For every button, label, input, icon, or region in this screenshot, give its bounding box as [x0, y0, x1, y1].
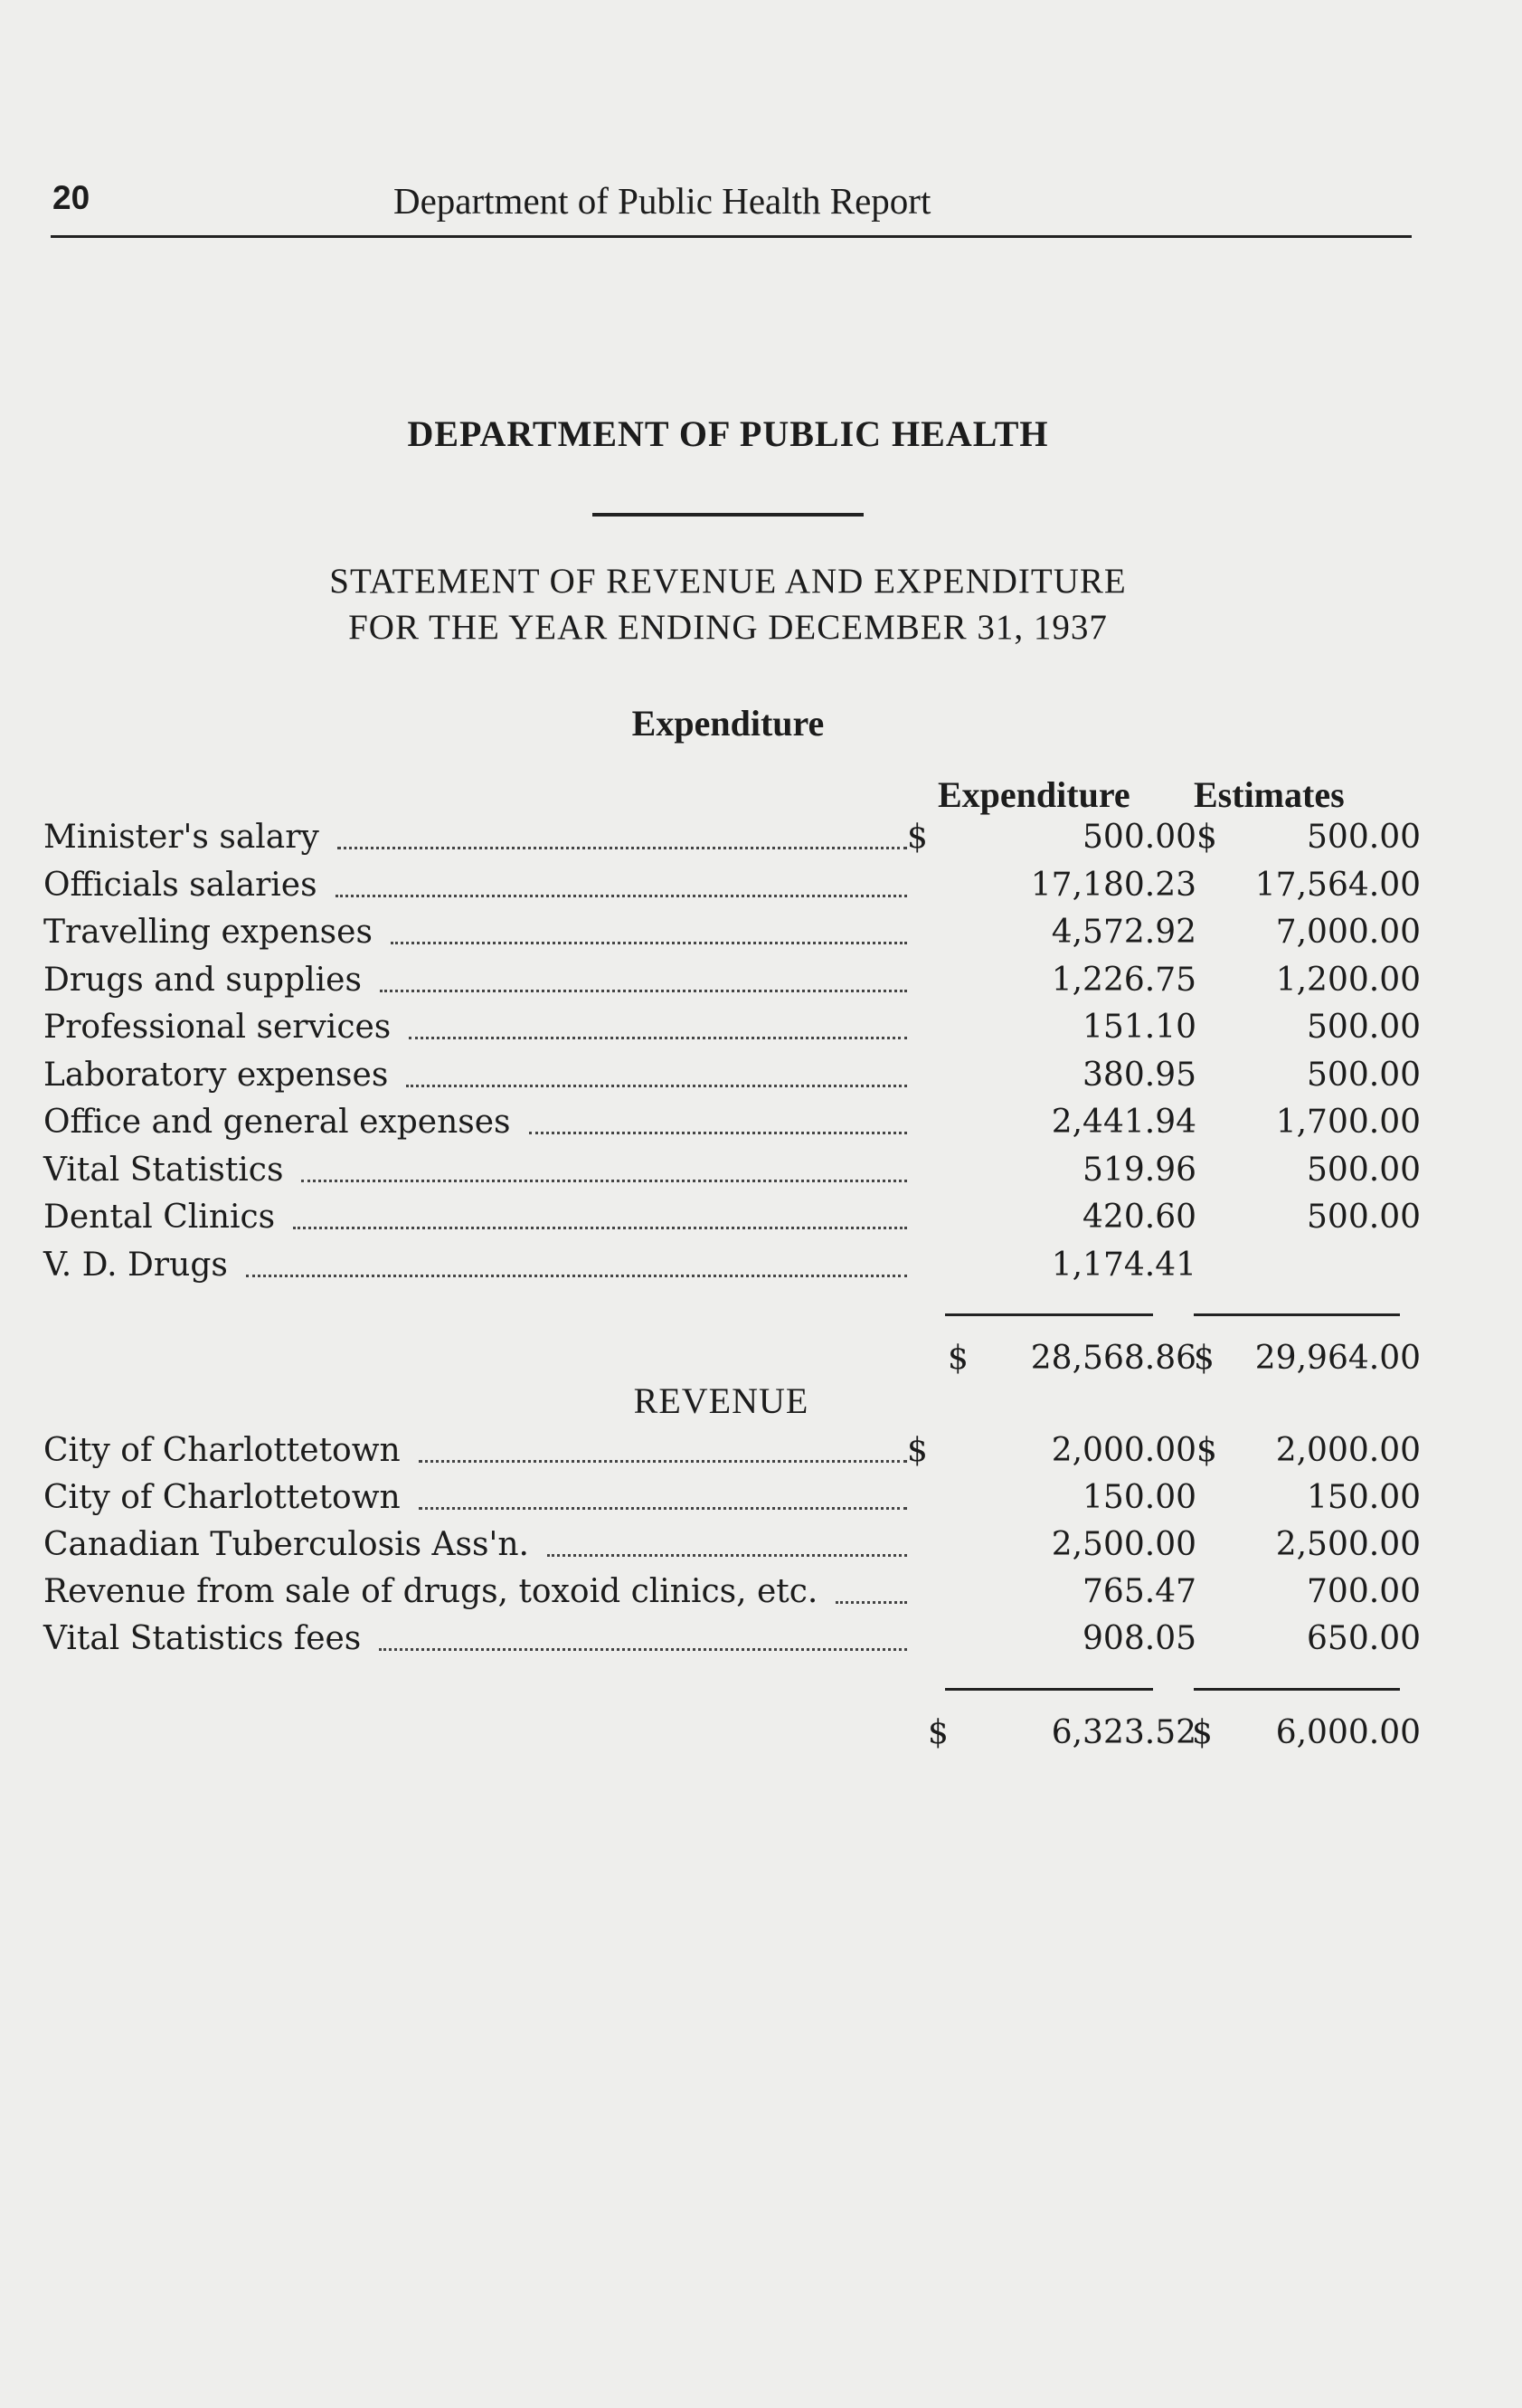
- row-label: Canadian Tuberculosis Ass'n.: [43, 1526, 529, 1563]
- expenditure-row: [43, 1147, 1421, 1194]
- dot-leader: [419, 1507, 907, 1510]
- total-dollar-sign: $: [928, 1714, 949, 1751]
- statement-line-2: FOR THE YEAR ENDING DECEMBER 31, 1937: [348, 608, 1108, 647]
- expenditure-row: [43, 957, 1421, 1004]
- row-label: City of Charlottetown: [43, 1479, 401, 1516]
- running-title: Department of Public Health Report: [393, 180, 931, 222]
- expenditure-row: [43, 1052, 1421, 1099]
- row-label: Revenue from sale of drugs, toxoid clinics, etc.: [43, 1573, 818, 1610]
- row-label: Office and general expenses: [43, 1104, 511, 1141]
- expenditure-value: 1,226.75: [1051, 961, 1196, 999]
- row-label: Vital Statistics fees: [43, 1620, 362, 1657]
- title-underline: [592, 513, 864, 517]
- expenditure-row: [43, 1099, 1421, 1146]
- dot-leader: [301, 1180, 907, 1182]
- revenue-total-expenditure: 6,323.52: [1051, 1714, 1196, 1751]
- dot-leader: [406, 1085, 907, 1087]
- expenditure-sum-rule-estimates: [1194, 1313, 1400, 1316]
- estimates-value: 500.00: [1307, 1009, 1421, 1046]
- header-rule: [51, 235, 1412, 238]
- row-label: Officials salaries: [43, 866, 317, 904]
- dot-leader: [391, 942, 907, 944]
- expenditure-value: 2,441.94: [1051, 1104, 1196, 1141]
- estimates-value: 500.00: [1307, 819, 1421, 856]
- estimates-value: 700.00: [1307, 1573, 1421, 1610]
- row-label: Vital Statistics: [43, 1151, 284, 1189]
- total-dollar-sign: $: [1192, 1714, 1213, 1751]
- dollar-sign: $: [907, 819, 928, 856]
- dot-leader: [547, 1554, 907, 1557]
- estimates-value: 650.00: [1307, 1620, 1421, 1657]
- revenue-total-estimates: 6,000.00: [1275, 1714, 1421, 1751]
- expenditure-value: 765.47: [1082, 1573, 1196, 1610]
- revenue-sum-rule-estimates: [1194, 1688, 1400, 1691]
- revenue-row: [43, 1474, 1421, 1522]
- revenue-total-row: [43, 1710, 1421, 1757]
- dot-leader: [836, 1601, 907, 1604]
- expenditure-sum-rule-expenditure: [945, 1313, 1153, 1316]
- row-label: Dental Clinics: [43, 1199, 276, 1236]
- expenditure-row: [43, 814, 1421, 861]
- page-number: 20: [52, 179, 90, 216]
- expenditure-value: 2,000.00: [1051, 1432, 1196, 1469]
- document-title: DEPARTMENT OF PUBLIC HEALTH: [407, 413, 1049, 454]
- estimates-value: 7,000.00: [1275, 914, 1421, 951]
- expenditure-row: [43, 1004, 1421, 1051]
- estimates-value: 1,700.00: [1275, 1104, 1421, 1141]
- estimates-value: 500.00: [1307, 1056, 1421, 1094]
- row-label: Laboratory expenses: [43, 1056, 389, 1094]
- total-dollar-sign: $: [948, 1340, 969, 1377]
- expenditure-row: [43, 1194, 1421, 1241]
- estimates-value: 500.00: [1307, 1151, 1421, 1189]
- dot-leader: [293, 1227, 907, 1229]
- dollar-sign: $: [907, 1432, 928, 1469]
- expenditure-row: [43, 862, 1421, 909]
- expenditure-total-expenditure: 28,568.86: [1030, 1340, 1196, 1377]
- estimates-value: 500.00: [1307, 1199, 1421, 1236]
- dot-leader: [380, 990, 907, 992]
- statement-line-1: STATEMENT OF REVENUE AND EXPENDITURE: [329, 562, 1127, 601]
- row-label: Minister's salary: [43, 819, 319, 856]
- dot-leader: [336, 895, 907, 897]
- estimates-value: 1,200.00: [1275, 961, 1421, 999]
- dot-leader: [409, 1037, 907, 1039]
- dot-leader: [529, 1132, 907, 1134]
- expenditure-row: [43, 1242, 1418, 1289]
- dot-leader: [419, 1460, 907, 1463]
- row-label: Drugs and supplies: [43, 961, 362, 999]
- expenditure-value: 17,180.23: [1030, 866, 1196, 904]
- expenditure-value: 519.96: [1082, 1151, 1196, 1189]
- expenditure-value: 1,174.41: [1051, 1246, 1196, 1284]
- revenue-heading: REVENUE: [633, 1380, 809, 1421]
- dot-leader: [337, 847, 907, 849]
- expenditure-value: 420.60: [1082, 1199, 1196, 1236]
- estimates-value: 17,564.00: [1254, 866, 1421, 904]
- expenditure-total-row: [43, 1335, 1421, 1382]
- dot-leader: [246, 1275, 907, 1277]
- row-label: V. D. Drugs: [43, 1246, 228, 1284]
- total-dollar-sign: $: [1194, 1340, 1215, 1377]
- expenditure-value: 2,500.00: [1051, 1526, 1196, 1563]
- expenditure-value: 908.05: [1082, 1620, 1196, 1657]
- dot-leader: [379, 1648, 907, 1651]
- expenditure-row: [43, 909, 1421, 956]
- revenue-sum-rule-expenditure: [945, 1688, 1153, 1691]
- estimates-value: 2,000.00: [1275, 1432, 1421, 1469]
- column-header-expenditure: Expenditure: [938, 774, 1130, 815]
- row-label: Professional services: [43, 1009, 392, 1046]
- column-header-estimates: Estimates: [1194, 774, 1345, 815]
- revenue-row: [43, 1427, 1421, 1474]
- expenditure-value: 150.00: [1082, 1479, 1196, 1516]
- expenditure-value: 4,572.92: [1051, 914, 1196, 951]
- dollar-sign: $: [1196, 1432, 1217, 1469]
- expenditure-value: 500.00: [1082, 819, 1196, 856]
- revenue-row: [43, 1616, 1421, 1663]
- revenue-row: [43, 1569, 1421, 1616]
- estimates-value: 150.00: [1307, 1479, 1421, 1516]
- row-label: Travelling expenses: [43, 914, 373, 951]
- expenditure-total-estimates: 29,964.00: [1254, 1340, 1421, 1377]
- expenditure-value: 380.95: [1082, 1056, 1196, 1094]
- dollar-sign: $: [1196, 819, 1217, 856]
- expenditure-value: 151.10: [1082, 1009, 1196, 1046]
- estimates-value: 2,500.00: [1275, 1526, 1421, 1563]
- row-label: City of Charlottetown: [43, 1432, 401, 1469]
- expenditure-heading: Expenditure: [631, 703, 825, 744]
- revenue-row: [43, 1522, 1421, 1569]
